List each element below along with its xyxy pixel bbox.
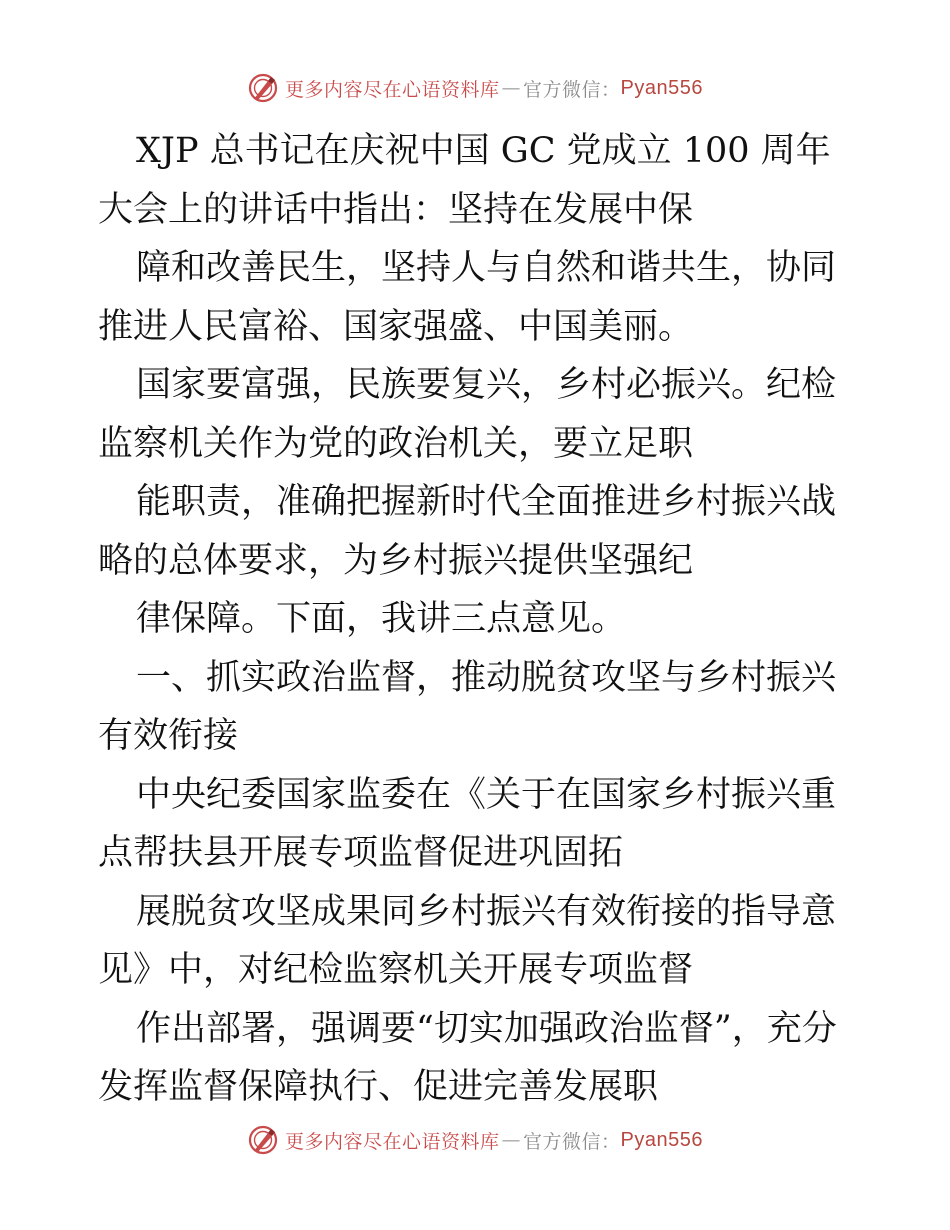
section-heading: 一、抓实政治监督，推动脱贫攻坚与乡村振兴有效衔接 [98, 657, 837, 756]
header-brand-text: 更多内容尽在心语资料库 [285, 78, 500, 101]
header-wechat-id: Pyan556 [620, 76, 703, 99]
paragraph: 展脱贫攻坚成果同乡村振兴有效衔接的指导意见》中，对纪检监察机关开展专项监督 [98, 891, 837, 990]
header-dash: — [501, 77, 522, 99]
paragraph: 作出部署，强调要“切实加强政治监督”，充分发挥监督保障执行、促进完善发展职 [98, 1008, 837, 1107]
footer-wechat-id: Pyan556 [620, 1128, 703, 1151]
paragraph: XJP 总书记在庆祝中国 GC 党成立 100 周年大会上的讲话中指出：坚持在发展中保 [98, 131, 831, 230]
paragraph: 能职责，准确把握新时代全面推进乡村振兴战略的总体要求，为乡村振兴提供坚强纪 [98, 482, 837, 581]
paragraph: 障和改善民生，坚持人与自然和谐共生，协同推进人民富裕、国家强盛、中国美丽。 [98, 248, 837, 347]
footer-watermark [0, 1124, 950, 1156]
header-wechat-label: 官方微信： [523, 78, 621, 101]
footer-wechat-label: 官方微信： [523, 1130, 621, 1153]
pen-logo-icon [247, 1124, 279, 1156]
paragraph: 中央纪委国家监委在《关于在国家乡村振兴重点帮扶县开展专项监督促进巩固拓 [98, 774, 837, 873]
pen-logo-icon [247, 72, 279, 104]
document-body [98, 122, 858, 1117]
header-watermark [0, 72, 950, 104]
footer-dash: — [501, 1129, 522, 1151]
paragraph: 国家要富强，民族要复兴，乡村必振兴。纪检监察机关作为党的政治机关，要立足职 [98, 365, 837, 464]
footer-brand-text: 更多内容尽在心语资料库 [285, 1130, 500, 1153]
paragraph: 律保障。下面，我讲三点意见。 [136, 599, 627, 639]
